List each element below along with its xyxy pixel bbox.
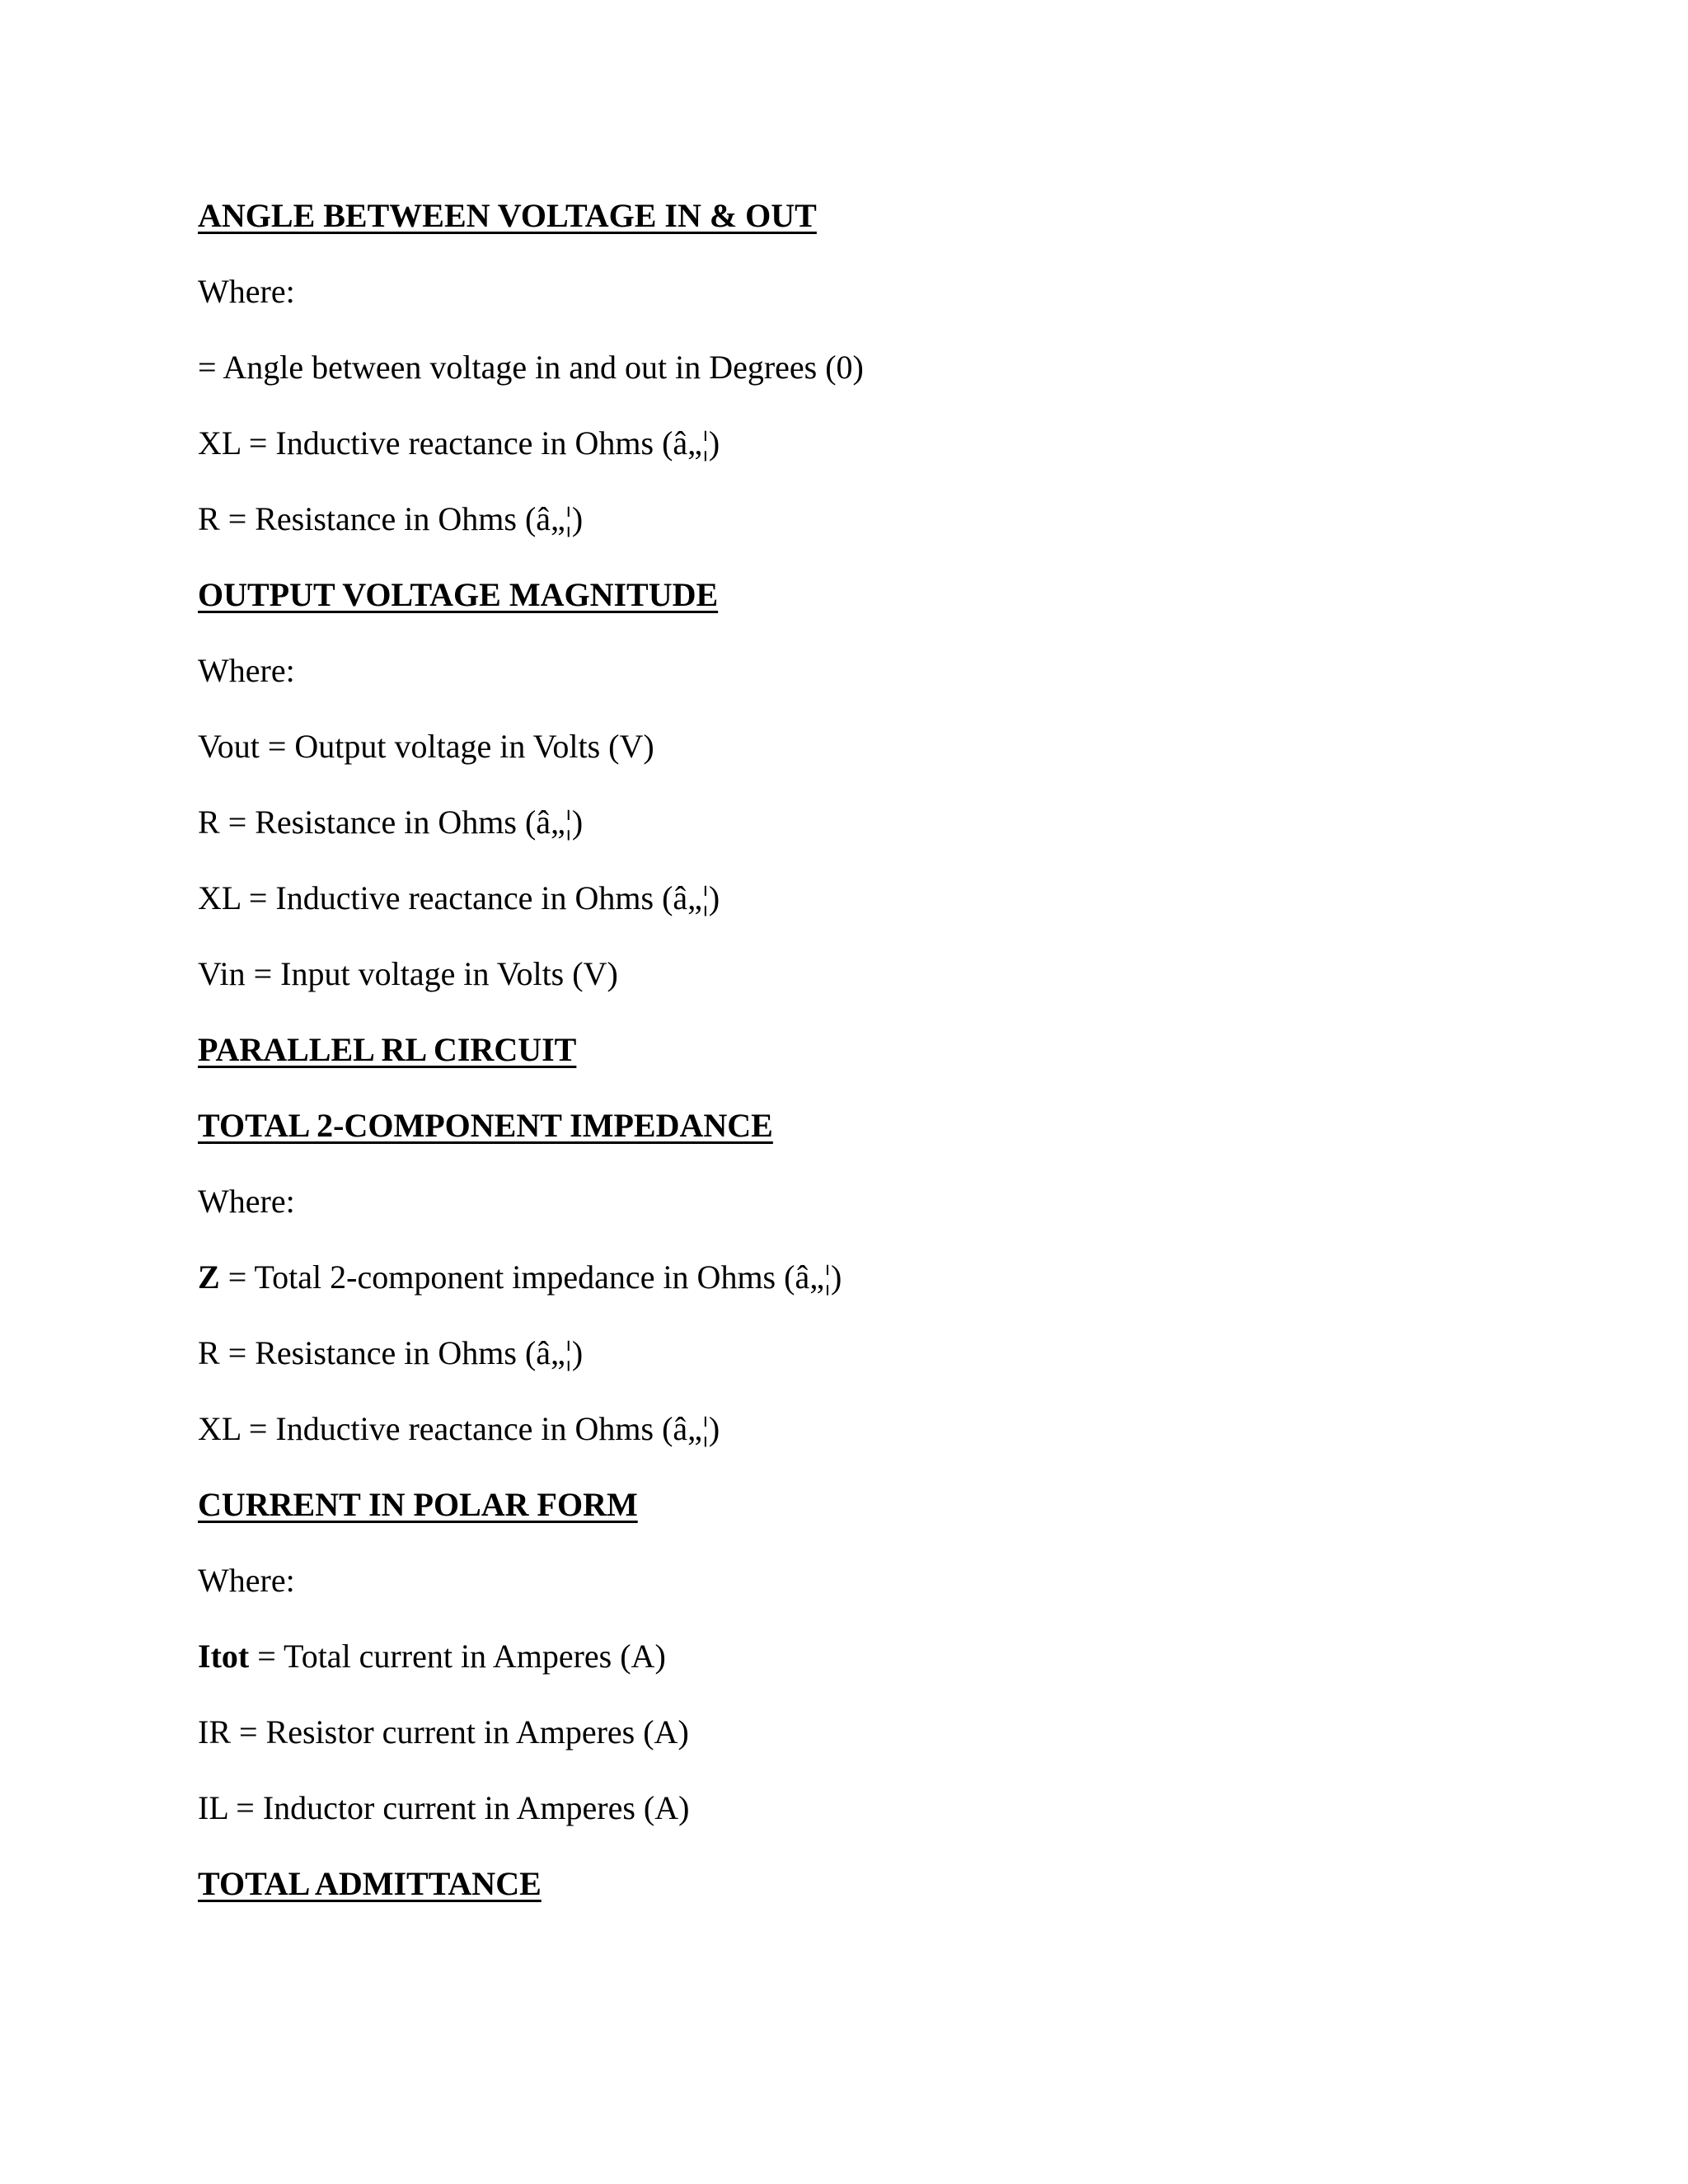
definition-term: Vout xyxy=(198,728,260,765)
where-label: Where: xyxy=(198,273,295,310)
definition-term: IL xyxy=(198,1789,228,1826)
definition-text: = Total current in Amperes (A) xyxy=(249,1638,666,1675)
definition-r xyxy=(198,1333,583,1373)
definition-term: XL xyxy=(198,879,241,916)
definition-itot xyxy=(198,1637,666,1676)
definition-text: = Resistance in Ohms (â„¦) xyxy=(219,500,584,537)
definition-ir xyxy=(198,1713,689,1752)
definition-vout xyxy=(198,727,654,766)
where-label: Where: xyxy=(198,1562,295,1599)
section-heading-angle: ANGLE BETWEEN VOLTAGE IN & OUT xyxy=(198,197,817,234)
definition-text: = Resistance in Ohms (â„¦) xyxy=(219,804,584,841)
section-heading-admittance: TOTAL ADMITTANCE xyxy=(198,1865,542,1902)
definition-text: = Angle between voltage in and out in Degrees (0) xyxy=(198,349,864,386)
definition-text: = Resistance in Ohms (â„¦) xyxy=(219,1334,584,1371)
definition-term: IR xyxy=(198,1713,231,1750)
definition-text: = Inductor current in Amperes (A) xyxy=(227,1789,690,1826)
definition-text: = Total 2-component impedance in Ohms (â„¦) xyxy=(219,1258,842,1296)
definition-term: Vin xyxy=(198,955,246,992)
section-heading-impedance: TOTAL 2-COMPONENT IMPEDANCE xyxy=(198,1107,773,1144)
definition-term: XL xyxy=(198,424,241,462)
definition-r xyxy=(198,803,583,842)
definition-text: = Inductive reactance in Ohms (â„¦) xyxy=(240,1410,720,1447)
definition-term: R xyxy=(198,500,220,537)
definition-text: = Output voltage in Volts (V) xyxy=(259,728,654,765)
definition-angle xyxy=(198,348,864,387)
definition-il xyxy=(198,1788,689,1828)
definition-r xyxy=(198,499,583,539)
where-label: Where: xyxy=(198,1183,295,1220)
definition-term: R xyxy=(198,804,220,841)
definition-text: = Resistor current in Amperes (A) xyxy=(231,1713,689,1750)
definition-term: Itot xyxy=(198,1638,250,1675)
definition-vin xyxy=(198,954,618,994)
definition-z xyxy=(198,1258,842,1297)
definition-xl xyxy=(198,424,720,463)
definition-text: = Inductive reactance in Ohms (â„¦) xyxy=(240,879,720,916)
section-heading-output-voltage: OUTPUT VOLTAGE MAGNITUDE xyxy=(198,576,719,613)
where-label: Where: xyxy=(198,652,295,689)
definition-term: XL xyxy=(198,1410,241,1447)
section-heading-parallel-rl: PARALLEL RL CIRCUIT xyxy=(198,1031,577,1068)
definition-text: = Inductive reactance in Ohms (â„¦) xyxy=(240,424,720,462)
definition-xl xyxy=(198,879,720,918)
definition-xl xyxy=(198,1409,720,1449)
definition-term: Z xyxy=(198,1258,220,1296)
definition-term: R xyxy=(198,1334,220,1371)
section-heading-current-polar: CURRENT IN POLAR FORM xyxy=(198,1486,638,1523)
definition-text: = Input voltage in Volts (V) xyxy=(245,955,618,992)
